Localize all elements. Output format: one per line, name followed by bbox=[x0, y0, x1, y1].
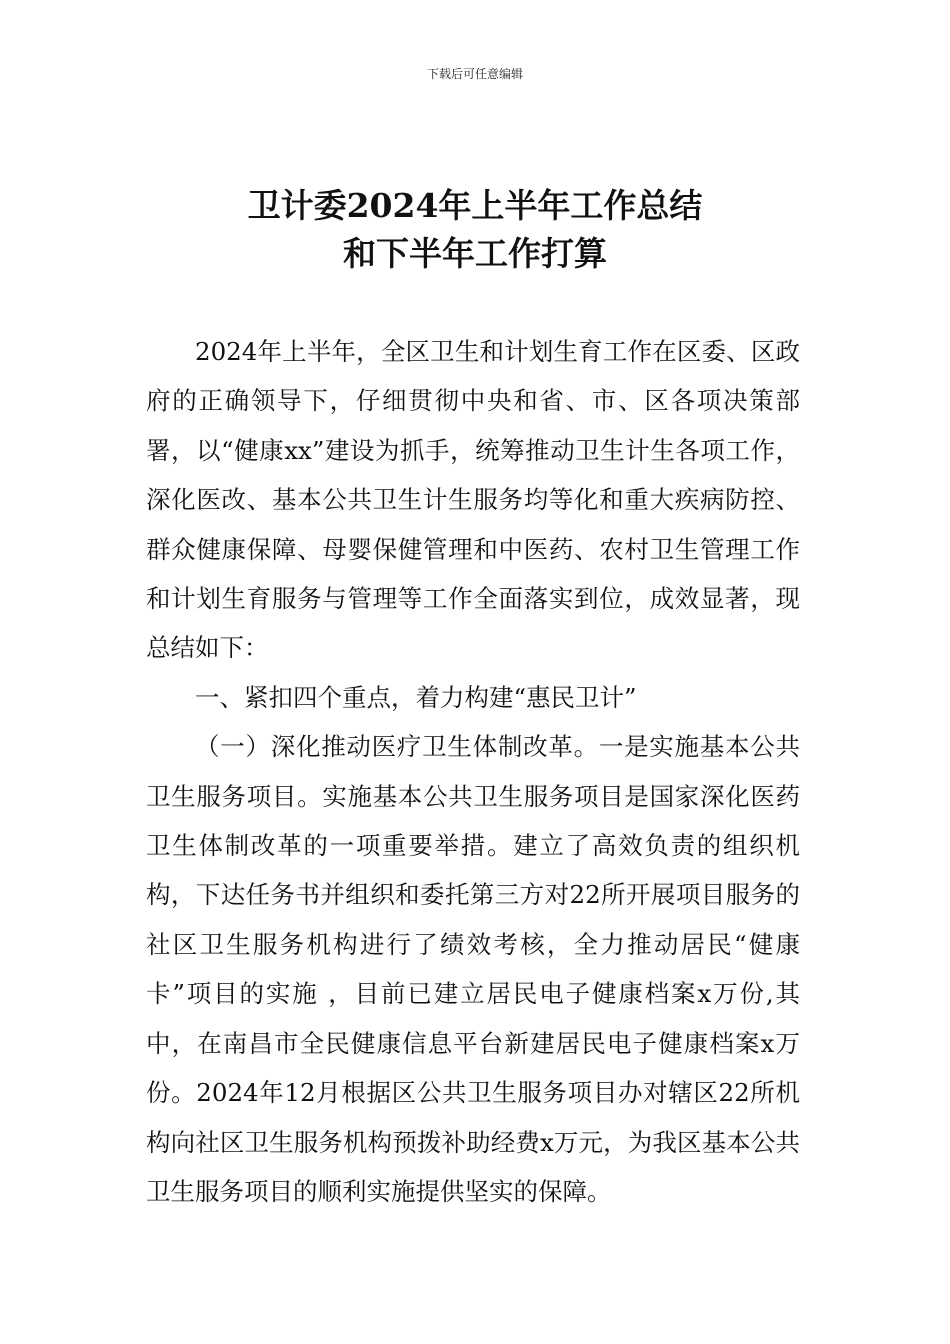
title-line-2: 和下半年工作打算 bbox=[343, 234, 607, 273]
section-heading-1: 一、紧扣四个重点，着力构建“惠民卫计” bbox=[195, 682, 637, 712]
document-title bbox=[0, 182, 950, 278]
document-body bbox=[146, 327, 800, 1216]
intro-paragraph: 2024年上半年，全区卫生和计划生育工作在区委、区政府的正确领导下，仔细贯彻中央和省、市、区各项决策部署，以“健康xx”建设为抓手，统筹推动卫生计生各项工作，深化医改、基本公共卫生计生服务均等化和重大疾病防控、群众健康保障、母婴保健管理和中医药、农村卫生管理工作和计划生育服务与管理等工作全面落实到位，成效显著，现总结如下： bbox=[146, 337, 800, 663]
section-1-paragraph-1: （一）深化推动医疗卫生体制改革。一是实施基本公共卫生服务项目。实施基本公共卫生服务项目是国家深化医药卫生体制改革的一项重要举措。建立了高效负责的组织机构，下达任务书并组织和委托第三方对22所开展项目服务的社区卫生服务机构进行了绩效考核，全力推动居民“健康卡”项目的实施 ，目前已建立居民电子健康档案x万份,其中，在南昌市全民健康信息平台新建居民电子健康档案x万份。2024年12月根据区公共卫生服务项目办对辖区22所机构向社区卫生服务机构预拨补助经费x万元，为我区基本公共卫生服务项目的顺利实施提供坚实的保障。 bbox=[146, 732, 800, 1206]
header-note: 下载后可任意编辑 bbox=[426, 67, 523, 81]
title-line-1: 卫计委2024年上半年工作总结 bbox=[247, 186, 703, 225]
